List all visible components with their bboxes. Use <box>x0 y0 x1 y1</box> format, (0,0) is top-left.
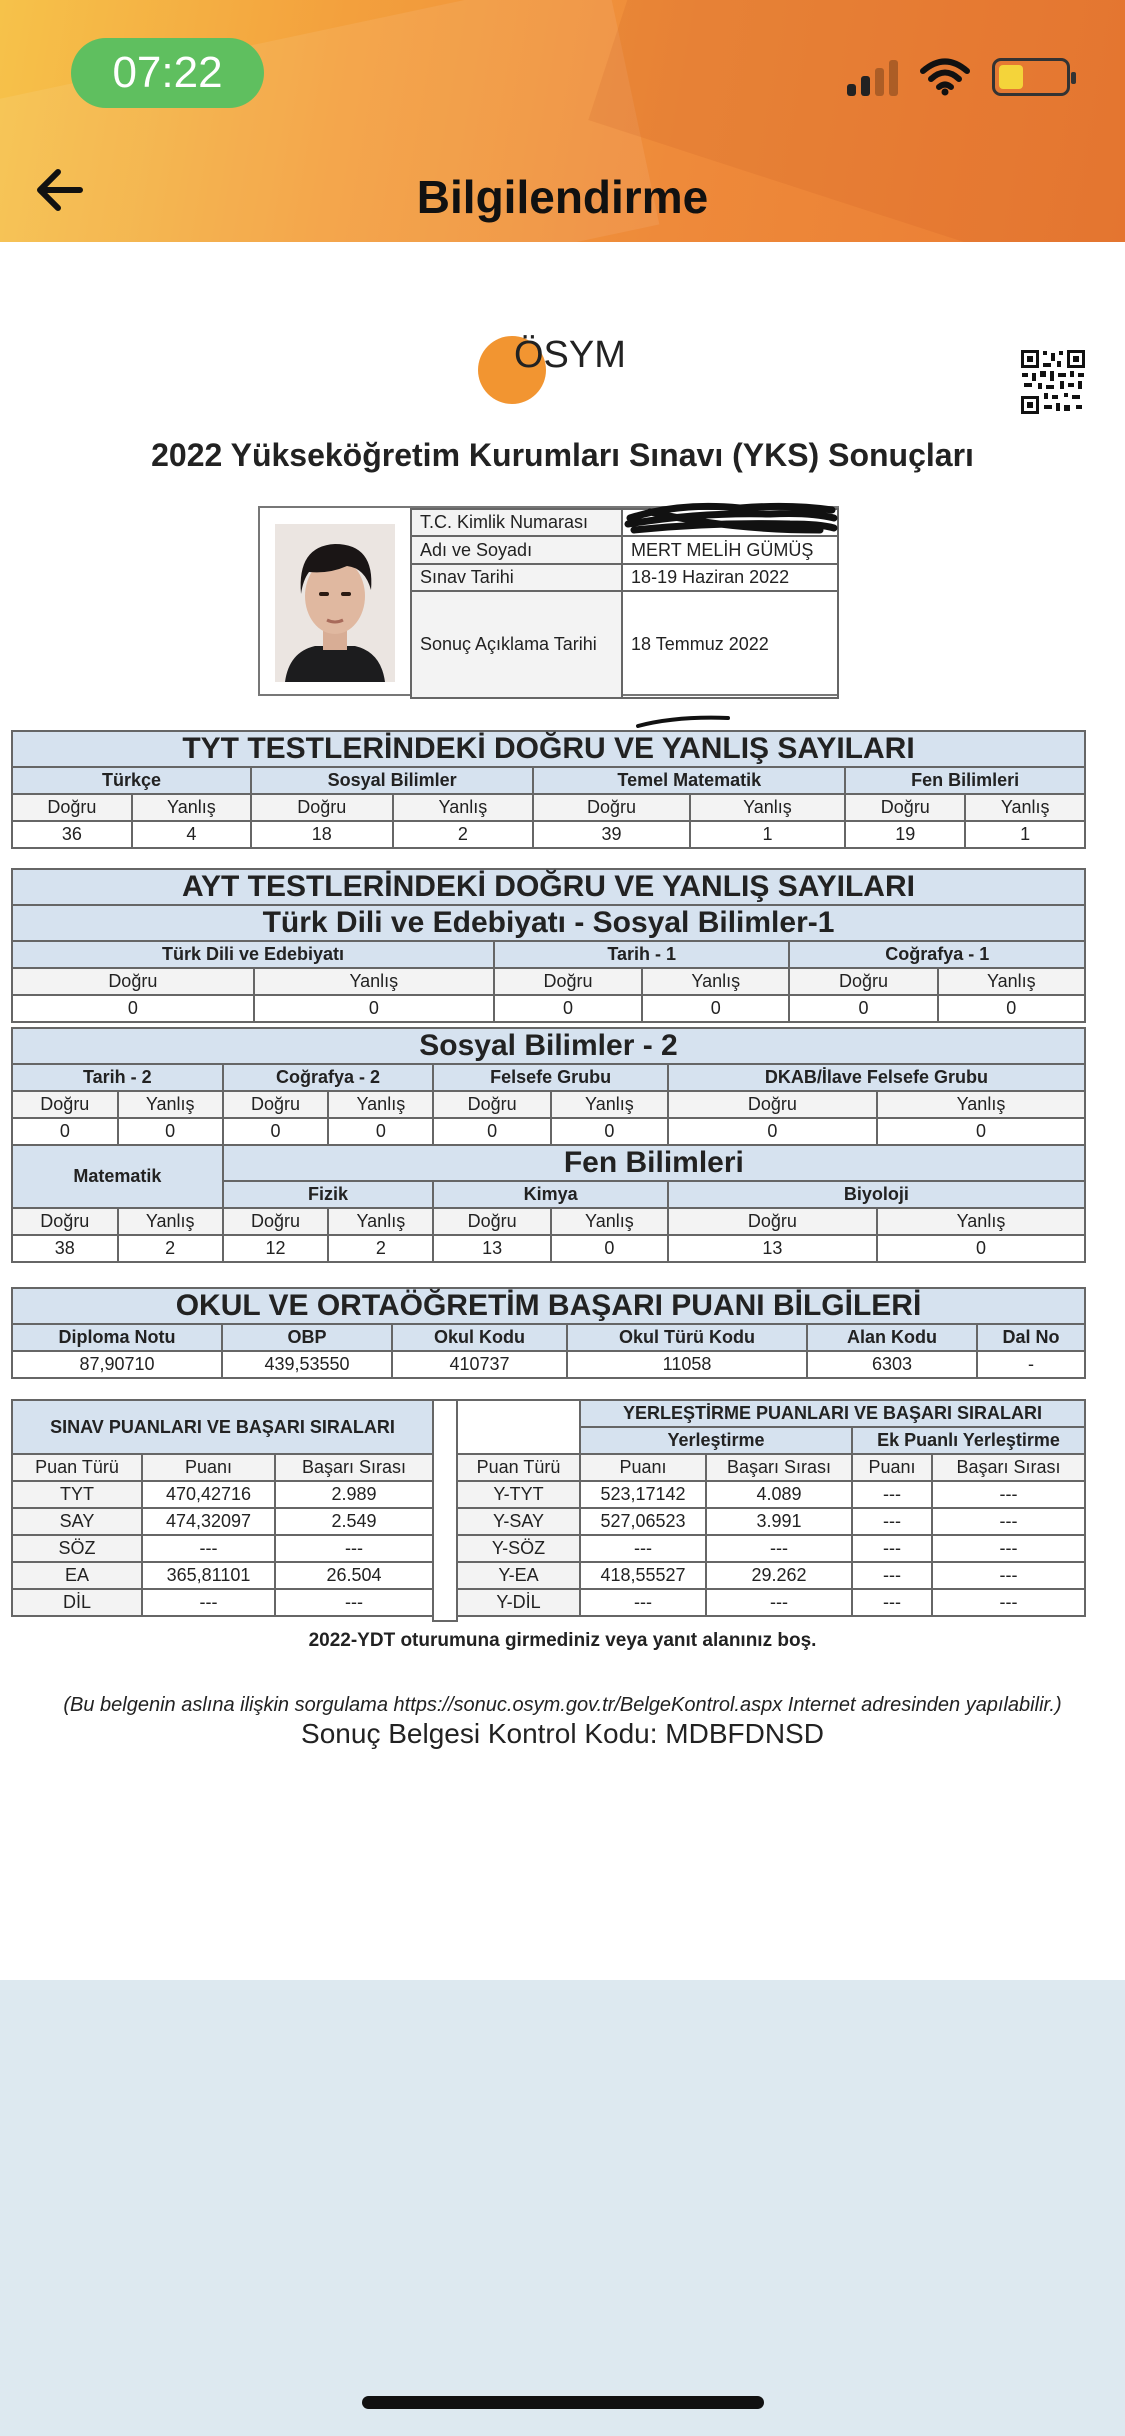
pen-mark <box>636 714 730 728</box>
ek-puan: --- <box>852 1508 932 1535</box>
okul-title: OKUL VE ORTAÖĞRETİM BAŞARI PUANI BİLGİLERİ <box>12 1288 1085 1324</box>
col-basari-sirasi: Başarı Sırası <box>275 1454 433 1481</box>
score-cell: 18 <box>251 821 393 848</box>
puan: 527,06523 <box>580 1508 706 1535</box>
score-cell: 13 <box>668 1235 877 1262</box>
spacer-column <box>432 1399 458 1622</box>
ayt-subject: Coğrafya - 1 <box>789 941 1085 968</box>
score-cell: 0 <box>877 1118 1085 1145</box>
col-puan-turu: Puan Türü <box>12 1454 142 1481</box>
yanlis-label: Yanlış <box>690 794 846 821</box>
sira: --- <box>706 1535 852 1562</box>
sira: 26.504 <box>275 1562 433 1589</box>
tyt-subject: Sosyal Bilimler <box>251 767 533 794</box>
dogru-label: Doğru <box>789 968 937 995</box>
score-cell: 0 <box>223 1118 329 1145</box>
yerlestirme-label: Yerleştirme <box>580 1427 852 1454</box>
yanlis-label: Yanlış <box>393 794 534 821</box>
sira: 2.549 <box>275 1508 433 1535</box>
score-cell: 0 <box>494 995 642 1022</box>
puan-turu: EA <box>12 1562 142 1589</box>
score-cell: 38 <box>12 1235 118 1262</box>
dogru-label: Doğru <box>668 1091 877 1118</box>
fen-subject: Fizik <box>223 1181 434 1208</box>
ayt-subject: DKAB/İlave Felsefe Grubu <box>668 1064 1085 1091</box>
ayt-subject: Tarih - 2 <box>12 1064 223 1091</box>
sira: --- <box>706 1589 852 1616</box>
dogru-label: Doğru <box>12 968 254 995</box>
result-date-label: Sonuç Açıklama Tarihi <box>411 591 622 698</box>
osym-logo: ÖSYM <box>478 334 628 414</box>
score-cell: 0 <box>328 1118 433 1145</box>
okul-header: Dal No <box>977 1324 1085 1351</box>
ek-sira: --- <box>932 1535 1085 1562</box>
tyt-subject: Türkçe <box>12 767 251 794</box>
sira: 3.991 <box>706 1508 852 1535</box>
status-icons <box>847 58 1070 96</box>
fen-title: Fen Bilimleri <box>223 1145 1085 1181</box>
ek-sira: --- <box>932 1508 1085 1535</box>
score-cell: 0 <box>254 995 494 1022</box>
yerlestirme-title: YERLEŞTİRME PUANLARI VE BAŞARI SIRALARI <box>580 1400 1085 1427</box>
puan-turu: Y-DİL <box>457 1589 580 1616</box>
puan: 523,17142 <box>580 1481 706 1508</box>
ayt-title: AYT TESTLERİNDEKİ DOĞRU VE YANLIŞ SAYILARI <box>12 869 1085 905</box>
ek-puan: --- <box>852 1562 932 1589</box>
ayt-subject: Türk Dili ve Edebiyatı <box>12 941 494 968</box>
page-title: Bilgilendirme <box>416 171 709 223</box>
score-cell: 39 <box>533 821 689 848</box>
ayt-sec1-title: Türk Dili ve Edebiyatı - Sosyal Bilimler-1 <box>12 905 1085 941</box>
sira: 29.262 <box>706 1562 852 1589</box>
score-cell: 0 <box>877 1235 1085 1262</box>
col-puan-turu: Puan Türü <box>457 1454 580 1481</box>
score-cell: 0 <box>789 995 937 1022</box>
puan: 365,81101 <box>142 1562 275 1589</box>
score-cell: 1 <box>690 821 846 848</box>
result-document <box>0 242 1125 1980</box>
candidate-photo <box>275 524 395 682</box>
dogru-label: Doğru <box>845 794 965 821</box>
col-puani: Puanı <box>142 1454 275 1481</box>
exam-date-label: Sınav Tarihi <box>411 564 622 591</box>
score-cell: 0 <box>433 1118 551 1145</box>
ek-sira: --- <box>932 1589 1085 1616</box>
puan-turu: Y-SAY <box>457 1508 580 1535</box>
score-cell: 0 <box>938 995 1085 1022</box>
yanlis-label: Yanlış <box>328 1208 433 1235</box>
identity-block <box>258 506 839 696</box>
score-cell: 4 <box>132 821 251 848</box>
col-basari-sirasi: Başarı Sırası <box>932 1454 1085 1481</box>
score-cell: 0 <box>551 1118 668 1145</box>
score-cell: 13 <box>433 1235 551 1262</box>
battery-icon <box>992 58 1070 96</box>
puan-turu: Y-SÖZ <box>457 1535 580 1562</box>
score-cell: 0 <box>12 1118 118 1145</box>
ek-puan: --- <box>852 1481 932 1508</box>
fen-subject: Kimya <box>433 1181 667 1208</box>
okul-value: 439,53550 <box>222 1351 392 1378</box>
score-cell: 36 <box>12 821 132 848</box>
sinav-puanlari-table <box>11 1399 434 1617</box>
dogru-label: Doğru <box>251 794 393 821</box>
yerlestirme-puanlari-table <box>456 1399 1086 1617</box>
okul-header: Diploma Notu <box>12 1324 222 1351</box>
yanlis-label: Yanlış <box>642 968 789 995</box>
tyt-subject: Temel Matematik <box>533 767 845 794</box>
yanlis-label: Yanlış <box>118 1091 223 1118</box>
dogru-label: Doğru <box>433 1091 551 1118</box>
score-cell: 0 <box>12 995 254 1022</box>
score-cell: 0 <box>642 995 789 1022</box>
ayt-sec2-title: Sosyal Bilimler - 2 <box>12 1028 1085 1064</box>
tc-label: T.C. Kimlik Numarası <box>411 509 622 536</box>
col-basari-sirasi: Başarı Sırası <box>706 1454 852 1481</box>
yanlis-label: Yanlış <box>551 1208 668 1235</box>
sira: 4.089 <box>706 1481 852 1508</box>
name-label: Adı ve Soyadı <box>411 536 622 564</box>
exam-date-value: 18-19 Haziran 2022 <box>622 564 838 591</box>
ydt-note: 2022-YDT oturumuna girmediniz veya yanıt alanınız boş. <box>308 1630 817 1651</box>
ek-sira: --- <box>932 1481 1085 1508</box>
app-header <box>0 0 1125 242</box>
puan: --- <box>142 1589 275 1616</box>
dogru-label: Doğru <box>12 1208 118 1235</box>
dogru-label: Doğru <box>223 1208 329 1235</box>
score-cell: 2 <box>393 821 534 848</box>
matematik-label: Matematik <box>12 1145 223 1208</box>
dogru-label: Doğru <box>668 1208 877 1235</box>
ayt-subject: Coğrafya - 2 <box>223 1064 434 1091</box>
okul-value: 11058 <box>567 1351 807 1378</box>
score-cell: 2 <box>118 1235 223 1262</box>
puan: 470,42716 <box>142 1481 275 1508</box>
tyt-title: TYT TESTLERİNDEKİ DOĞRU VE YANLIŞ SAYILARI <box>12 731 1085 767</box>
okul-header: Okul Türü Kodu <box>567 1324 807 1351</box>
dogru-label: Doğru <box>494 968 642 995</box>
score-cell: 19 <box>845 821 965 848</box>
result-date-value: 18 Temmuz 2022 <box>622 591 838 698</box>
tyt-subject: Fen Bilimleri <box>845 767 1085 794</box>
puan: --- <box>580 1589 706 1616</box>
score-cell: 2 <box>328 1235 433 1262</box>
ek-puan: --- <box>852 1589 932 1616</box>
wifi-icon <box>920 58 970 96</box>
yanlis-label: Yanlış <box>551 1091 668 1118</box>
dogru-label: Doğru <box>12 794 132 821</box>
okul-value: 410737 <box>392 1351 567 1378</box>
yanlis-label: Yanlış <box>938 968 1085 995</box>
dogru-label: Doğru <box>433 1208 551 1235</box>
fen-subject: Biyoloji <box>668 1181 1085 1208</box>
yanlis-label: Yanlış <box>118 1208 223 1235</box>
score-cell: 1 <box>965 821 1085 848</box>
dogru-label: Doğru <box>223 1091 329 1118</box>
okul-header: OBP <box>222 1324 392 1351</box>
sira: --- <box>275 1535 433 1562</box>
ayt-table-2 <box>11 1027 1086 1263</box>
score-cell: 0 <box>118 1118 223 1145</box>
puan: 418,55527 <box>580 1562 706 1589</box>
puan-turu: Y-TYT <box>457 1481 580 1508</box>
sinav-puanlari-title: SINAV PUANLARI VE BAŞARI SIRALARI <box>12 1400 433 1454</box>
verification-note: (Bu belgenin aslına ilişkin sorgulama https://sonuc.osym.gov.tr/BelgeKontrol.aspx Internet adresinden yapılabilir.) <box>63 1694 1062 1716</box>
puan-turu: SAY <box>12 1508 142 1535</box>
sira: 2.989 <box>275 1481 433 1508</box>
puan-turu: SÖZ <box>12 1535 142 1562</box>
score-cell: 0 <box>668 1118 877 1145</box>
okul-header: Alan Kodu <box>807 1324 977 1351</box>
okul-table <box>11 1287 1086 1379</box>
col-puani: Puanı <box>852 1454 932 1481</box>
col-puani: Puanı <box>580 1454 706 1481</box>
redaction-scribble <box>620 500 840 538</box>
dogru-label: Doğru <box>12 1091 118 1118</box>
okul-value: - <box>977 1351 1085 1378</box>
yanlis-label: Yanlış <box>965 794 1085 821</box>
puan-turu: DİL <box>12 1589 142 1616</box>
score-cell: 12 <box>223 1235 329 1262</box>
qr-code-icon <box>1020 349 1086 415</box>
dogru-label: Doğru <box>533 794 689 821</box>
okul-header: Okul Kodu <box>392 1324 567 1351</box>
yanlis-label: Yanlış <box>328 1091 433 1118</box>
puan: 474,32097 <box>142 1508 275 1535</box>
puan-turu: Y-EA <box>457 1562 580 1589</box>
ayt-subject: Felsefe Grubu <box>433 1064 667 1091</box>
yanlis-label: Yanlış <box>877 1208 1085 1235</box>
okul-value: 87,90710 <box>12 1351 222 1378</box>
tyt-table <box>11 730 1086 849</box>
name-value: MERT MELİH GÜMÜŞ <box>622 536 838 564</box>
document-title: 2022 Yükseköğretim Kurumları Sınavı (YKS) Sonuçları <box>151 437 974 473</box>
sira: --- <box>275 1589 433 1616</box>
ek-puan: --- <box>852 1535 932 1562</box>
yanlis-label: Yanlış <box>877 1091 1085 1118</box>
puan: --- <box>580 1535 706 1562</box>
score-cell: 0 <box>551 1235 668 1262</box>
ek-sira: --- <box>932 1562 1085 1589</box>
puan: --- <box>142 1535 275 1562</box>
okul-value: 6303 <box>807 1351 977 1378</box>
status-time: 07:22 <box>71 38 264 108</box>
ek-puanli-label: Ek Puanlı Yerleştirme <box>852 1427 1085 1454</box>
control-code: Sonuç Belgesi Kontrol Kodu: MDBFDNSD <box>301 1718 824 1749</box>
ayt-table-1 <box>11 868 1086 1023</box>
puan-turu: TYT <box>12 1481 142 1508</box>
home-indicator[interactable] <box>362 2396 764 2409</box>
yanlis-label: Yanlış <box>132 794 251 821</box>
cellular-signal-icon <box>847 60 898 96</box>
ayt-subject: Tarih - 1 <box>494 941 789 968</box>
yanlis-label: Yanlış <box>254 968 494 995</box>
